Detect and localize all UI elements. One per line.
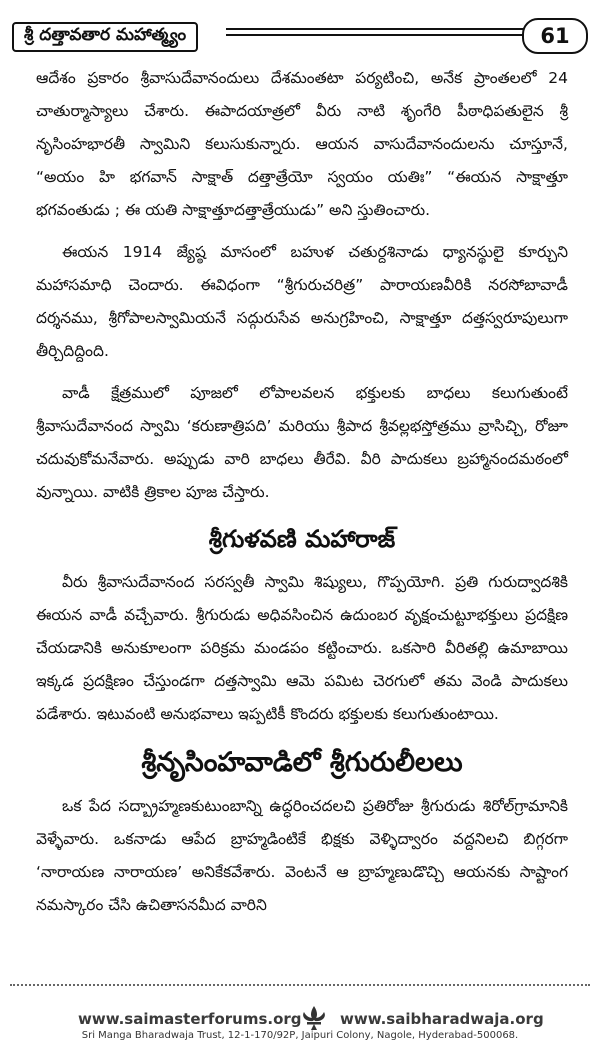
paragraph: ఆదేశం ప్రకారం శ్రీవాసుదేవానందులు దేశమంతటా పర్యటించి, అనేక ప్రాంతలలో 24 చాతుర్మాస్యాలు చేశారు. ఈపాదయాత్రలో వీరు నాటి శృంగేరి పీఠాధిపతులైన శ్రీ నృసింహభారతీ స్వామిని కలుసుకున్నారు. ఆయన వాసుదేవానందులను చూస్తూనే, “అయం హి భగవాన్ సాక్షాత్ దత్తాత్రేయో స్వయం యతిః” “ఈయన సాక్షాత్తూ భగవంతుడు ; ఈ యతి సాక్షాత్తూదత్తాత్రేయుడు” అని స్తుతించారు. <box>36 69 568 219</box>
page-footer <box>0 1010 600 1050</box>
website-link-left[interactable]: www.saimasterforums.org <box>78 1010 302 1028</box>
paragraph: వాడీ క్షేత్రములో పూజలో లోపాలవలన భక్తులకు బాధలు కలుగుతుంటే శ్రీవాసుదేవానంద స్వామి ‘కరుణాత్రిపది’ మరియు శ్రీపాద శ్రీవల్లభస్తోత్రము వ్రాసిచ్చి, రోజూ చదువుకోమనేవారు. అప్పుడు వారి బాధలు తీరేవి. వీరి పాదుకలు బ్రహ్మానందమఠంలో వున్నాయి. వాటికి త్రికాల పూజ చేస్తారు. <box>36 384 568 501</box>
paragraph: వీరు శ్రీవాసుదేవానంద సరస్వతీ స్వామి శిష్యులు, గొప్పయోగి. ప్రతి గురుద్వాదశికి ఈయన వాడీ వచ్చేవారు. శ్రీగురుడు అధివసించిన ఉదుంబర వృక్షంచుట్టూభక్తులు ప్రదక్షిణ చేయడానికి అనుకూలంగా పరిక్రమ మండపం కట్టించారు. ఒకసారి వీరితల్లి ఉమాబాయి ఇక్కడ ప్రదక్షిణం చేస్తుండగా దత్తస్వామి ఆమె పమిట చెరగులో తమ వెండి పాదుకలు పడేశారు. ఇటువంటి అనుభవాలు ఇప్పటికీ కొందరు భక్తులకు కలుగుతుంటాయి. <box>36 573 568 723</box>
website-link-right[interactable]: www.saibharadwaja.org <box>340 1010 544 1028</box>
page-header <box>12 22 588 52</box>
header-rule-line <box>226 34 532 36</box>
fleur-de-lis-icon <box>296 1004 332 1032</box>
paragraph: ఒక పేద సద్బ్రాహ్మణకుటుంబాన్ని ఉద్ధరించదలచి ప్రతిరోజు శ్రీగురుడు శిరోల్‌గ్రామానికి వెళ్ళేవారు. ఒకనాడు ఆపేద బ్రాహ్మడింటికే భిక్షకు వెళ్ళిద్వారం వద్దనిలచి బిగ్గరగా ‘నారాయణ నారాయణ’ అనికేకవేశారు. వెంటనే ఆ బ్రాహ్మణుడొచ్చి ఆయనకు సాష్టాంగ నమస్కారం చేసి ఉచితాసనమీద వారిని <box>36 797 568 914</box>
header-rules <box>226 28 532 42</box>
page-number: 61 <box>522 18 588 54</box>
footer-divider <box>10 984 590 986</box>
section-heading: శ్రీగుళవణి మహారాజ్ <box>208 525 396 553</box>
paragraph: ఈయన 1914 జ్యేష్ఠ మాసంలో బహుళ చతుర్దశినాడు ధ్యానస్థులై కూర్చుని మహాసమాధి చెందారు. ఈవిధంగా “శ్రీగురుచరిత్ర” పారాయణవీరికి నరసోబావాడీ దర్శనము, శ్రీగోపాలస్వామియనే సద్గురుసేవ అనుగ్రహించి, సాక్షాత్తూ దత్తస్వరూపులుగా తీర్చిదిద్దింది. <box>36 243 568 360</box>
header-rule-line <box>226 28 532 30</box>
trust-address: Sri Manga Bharadwaja Trust, 12-1-170/92P, Jaipuri Colony, Nagole, Hyderabad-500068. <box>81 1030 519 1041</box>
page-content <box>36 62 568 931</box>
book-title: శ్రీ దత్తావతార మహాత్మ్యం <box>12 22 198 52</box>
section-heading: శ్రీనృసింహవాడిలో శ్రీగురులీలలు <box>141 747 463 778</box>
